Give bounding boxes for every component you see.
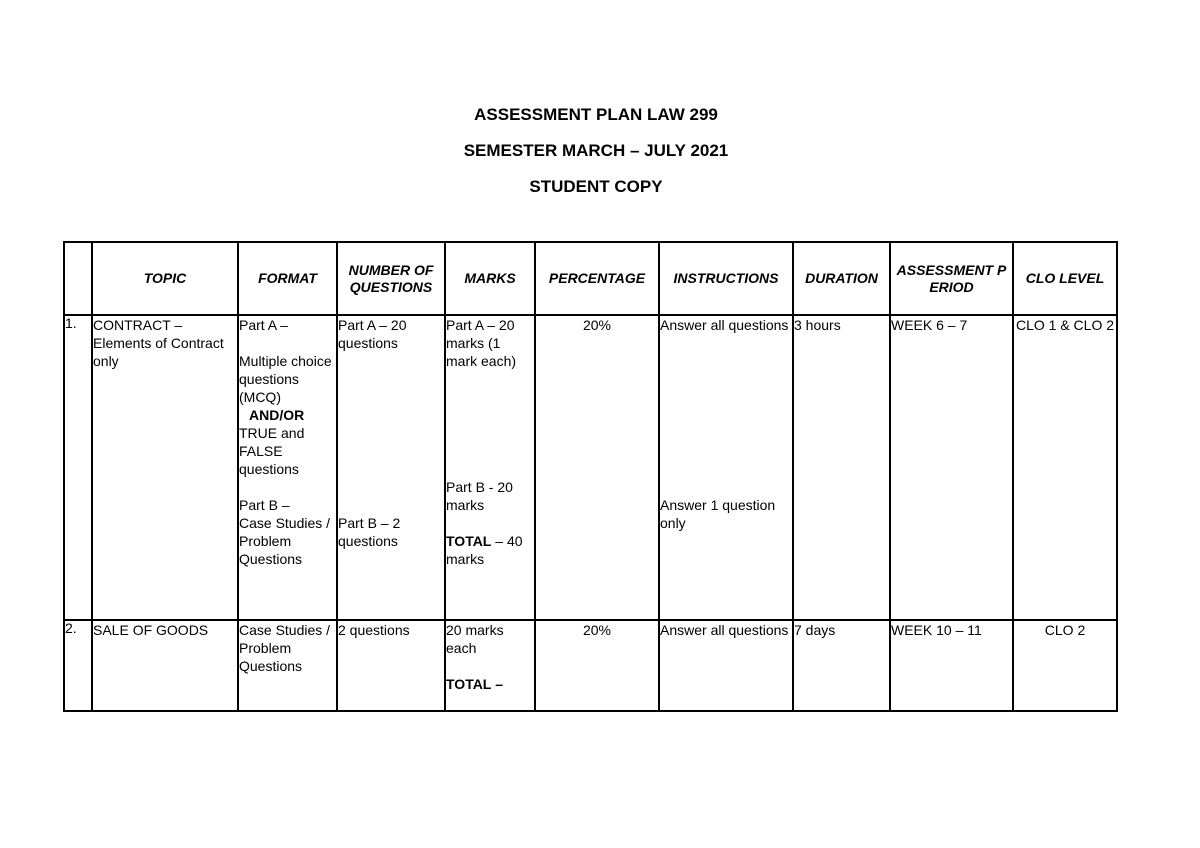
questions-part-a: Part A – 20 questions (338, 317, 407, 351)
duration-cell: 3 hours (793, 315, 890, 620)
duration-cell: 7 days (793, 620, 890, 711)
topic-cell: CONTRACT – Elements of Contract only (92, 315, 238, 620)
header-num (64, 242, 92, 315)
table-row (64, 620, 1117, 711)
percentage-cell: 20% (535, 315, 659, 620)
header-duration: DURATION (793, 242, 890, 315)
header-number-of-questions: NUMBER OF QUESTIONS (337, 242, 445, 315)
marks-cell (445, 315, 535, 620)
period-cell: WEEK 6 – 7 (890, 315, 1013, 620)
questions-cell (337, 315, 445, 620)
clo-cell: CLO 2 (1013, 620, 1117, 711)
instructions-part-a: Answer all questions (660, 317, 789, 333)
questions-part-b: Part B – 2 questions (338, 515, 401, 549)
format-part-a-desc: Multiple choice questions (MCQ) (239, 353, 332, 405)
clo-cell: CLO 1 & CLO 2 (1013, 315, 1117, 620)
format-cell (238, 315, 337, 620)
instructions-cell (659, 315, 793, 620)
header-topic: TOPIC (92, 242, 238, 315)
header-format: FORMAT (238, 242, 337, 315)
copy-label: STUDENT COPY (529, 177, 663, 196)
assessment-plan-table (63, 241, 1118, 712)
table-row (64, 315, 1117, 620)
marks-part-a: Part A – 20 marks (1 mark each) (446, 317, 517, 369)
row-number: 1. (64, 315, 92, 620)
percentage-cell: 20% (535, 620, 659, 711)
row-number: 2. (64, 620, 92, 711)
document-title-block (0, 100, 1192, 208)
document-title: ASSESSMENT PLAN LAW 299 (474, 105, 718, 124)
header-instructions: INSTRUCTIONS (659, 242, 793, 315)
marks-part-b: Part B - 20 marks (446, 479, 513, 513)
table-header-row (64, 242, 1117, 315)
format-part-a-label: Part A – (239, 317, 289, 333)
semester-line: SEMESTER MARCH – JULY 2021 (463, 141, 729, 160)
format-andor: AND/OR (249, 407, 305, 423)
marks-cell (445, 620, 535, 711)
instructions-cell: Answer all questions (659, 620, 793, 711)
instructions-part-b: Answer 1 question only (660, 497, 776, 531)
format-part-a-desc-2: TRUE and FALSE questions (239, 425, 305, 477)
period-cell: WEEK 10 – 11 (890, 620, 1013, 711)
format-part-b-label: Part B – (239, 497, 290, 513)
marks-each: 20 marks each (446, 622, 504, 656)
format-part-b-desc: Case Studies / Problem Questions (239, 515, 331, 567)
header-marks: MARKS (445, 242, 535, 315)
header-assessment-period: ASSESSMENT PERIOD (890, 242, 1013, 315)
topic-cell: SALE OF GOODS (92, 620, 238, 711)
format-cell: Case Studies / Problem Questions (238, 620, 337, 711)
header-clo-level: CLO LEVEL (1013, 242, 1117, 315)
questions-cell: 2 questions (337, 620, 445, 711)
marks-total: TOTAL – (446, 676, 504, 692)
marks-total: TOTAL – 40 marks (446, 533, 523, 567)
header-percentage: PERCENTAGE (535, 242, 659, 315)
